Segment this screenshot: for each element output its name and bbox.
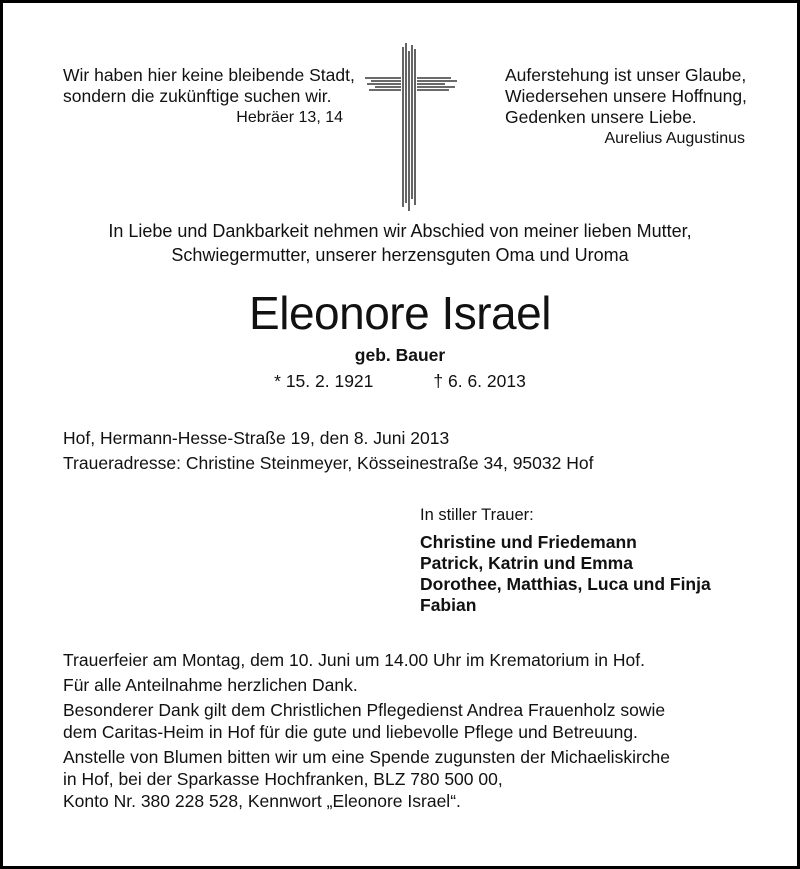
augustinus-quote (505, 65, 755, 149)
quote-line: sondern die zukünftige suchen wir. (63, 86, 332, 106)
quote-line: Auferstehung ist unser Glaube, (505, 65, 747, 85)
place-date-line: Hof, Hermann-Hesse-Straße 19, den 8. Juni 2013 (63, 428, 450, 448)
thanks-line: Für alle Anteilnahme herzlichen Dank. (63, 675, 358, 695)
intro-line: In Liebe und Dankbarkeit nehmen wir Abschied von meiner lieben Mutter, (108, 221, 692, 241)
quote-line: Gedenken unsere Liebe. (505, 107, 697, 127)
maiden-name: geb. Bauer (354, 345, 446, 365)
mourner-name: Dorothee, Matthias, Luca und Finja (420, 574, 711, 594)
quote-reference: Hebräer 13, 14 (236, 109, 343, 126)
birth-date: * 15. 2. 1921 (274, 371, 374, 391)
intro-line: Schwiegermutter, unserer herzensguten Oma und Uroma (171, 245, 629, 265)
mourner-name: Christine und Friedemann (420, 532, 637, 552)
farewell-intro (3, 219, 797, 267)
special-thanks-line: dem Caritas-Heim in Hof für die gute und liebevolle Pflege und Betreuung. (63, 722, 638, 742)
mourners-heading: In stiller Trauer: (420, 506, 534, 524)
donation-line: Anstelle von Blumen bitten wir um eine Spende zugunsten der Michaeliskirche (63, 747, 670, 767)
death-date: † 6. 6. 2013 (433, 371, 526, 391)
quote-reference: Aurelius Augustinus (604, 130, 745, 147)
closing-text (63, 649, 783, 815)
donation-request (63, 746, 783, 812)
mourner-name: Patrick, Katrin und Emma (420, 553, 633, 573)
mourner-name: Fabian (420, 595, 477, 615)
quote-line: Wir haben hier keine bleibende Stadt, (63, 65, 355, 85)
quote-line: Wiedersehen unsere Hoffnung, (505, 86, 747, 106)
deceased-name: Eleonore Israel (249, 287, 551, 339)
address-block (63, 426, 763, 476)
ceremony-info: Trauerfeier am Montag, dem 10. Juni um 14.00 Uhr im Krematorium in Hof. (63, 650, 645, 670)
mourners-list (420, 505, 780, 616)
bible-quote (63, 65, 353, 128)
life-dates (3, 371, 797, 392)
special-thanks-line: Besonderer Dank gilt dem Christlichen Pflegedienst Andrea Frauenholz sowie (63, 700, 666, 720)
mourning-address: Traueradresse: Christine Steinmeyer, Kösseinestraße 34, 95032 Hof (63, 453, 594, 473)
cross-icon (365, 43, 457, 211)
donation-line: in Hof, bei der Sparkasse Hochfranken, BLZ 780 500 00, (63, 769, 503, 789)
donation-line: Konto Nr. 380 228 528, Kennwort „Eleonore Israel“. (63, 791, 461, 811)
special-thanks (63, 699, 783, 743)
